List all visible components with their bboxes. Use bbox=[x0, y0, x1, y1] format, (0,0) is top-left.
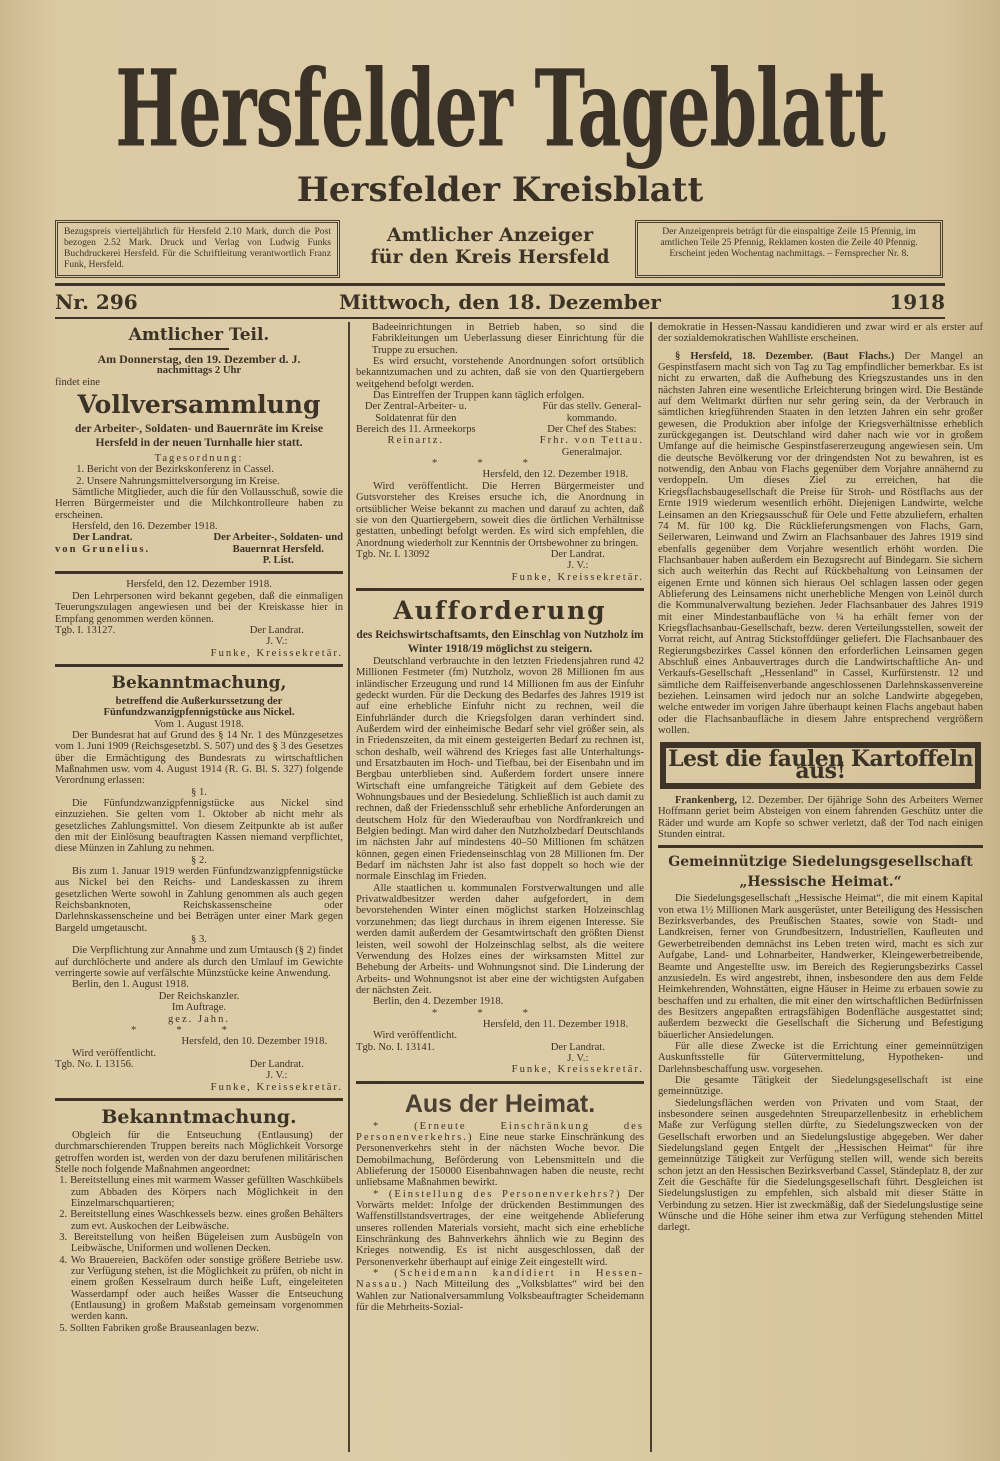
signatures bbox=[356, 401, 644, 458]
divider bbox=[55, 571, 343, 574]
paragraph: Die Fünfundzwanzigpfennigstücke aus Nickel sind einzuziehen. Sie gelten vom 1. Oktober ab nicht mehr als gesetzliches Zahlungsmittel. Von diesem Zeitpunkte ab ist außer den mit der Einlösung beauftragten Kassen niemand verpflichtet, diese Münzen in Zahlung zu nehmen. bbox=[55, 797, 343, 855]
paragraph: Nach Mitteilung des „Volksblattes“ wird bei den Wahlen zur Nationalversammlung Volksbeauftragter Scheidemann für die Mehrheits-Sozial- bbox=[356, 1279, 644, 1314]
paragraph: Den Lehrpersonen wird bekannt gegeben, daß die einmaligen Teuerungszulagen angewiesen und bei der Kreiskasse hier in Empfang genommen werden können. bbox=[55, 590, 343, 625]
separator-stars: *** bbox=[131, 1024, 267, 1036]
divider bbox=[658, 845, 983, 848]
signature: von Grunelius. bbox=[55, 543, 151, 555]
paragraph: Die Siedelungsgesellschaft „Hessische Heimat“, die mit einem Kapital von etwa 1½ Millionen Mark ausgerüstet, unter Beteiligung des Hessischen Bezirksverbandes, des Preußischen Staates, sowie von Stadt- und Landkreisen, ferner von Grundbesitzern, Industriellen, Kaufleuten und Gewerbetreibenden demnächst ins Leben treten wird, macht es sich zur Aufgabe, Land- und Lohnarbeiter, Handwerker, Kleingewerbetreibende, Beamte und Angestellte usw. im Bereich des Regierungsbezirks Cassel anzusiedeln. Es wird angestrebt, ihnen, insbesondere den aus dem Felde Heimkehrenden, Wohnstätten, eigne Häuser in Heime zu erbauen sowie zu beschaffen und zu erhalten, die mit einer den wirtschaftlichen Bedürfnissen des Besitzers angepaßten ertragsfähigen Bodenfläche ausgestattet sind; außerdem bezweckt die Gesellschaft die Sicherung und Befestigung bäuerlicher Ansiedelungen. bbox=[658, 893, 983, 1041]
paragraph: Für alle diese Zwecke ist die Errichtung einer gemeinnützigen Auskunftsstelle für Gütervermittelung, Hypotheken- und Darlehnsbeschaffung usw. vorgesehen. bbox=[658, 1040, 983, 1075]
section-number: § 3. bbox=[191, 934, 207, 946]
article-title: Vollversammlung bbox=[77, 390, 321, 420]
article-title: Bekanntmachung, bbox=[111, 672, 287, 693]
paragraph: Badeeinrichtungen in Betrieb haben, so sind die Fabrikleitungen um Ueberlassung dieser Einrichtung für die Truppe zu ersuchen. bbox=[371, 322, 644, 356]
place-date: Berlin, den 1. August 1918. bbox=[71, 979, 189, 991]
text: der Arbeiter-, Soldaten- und Bauernräte im Kreise Hersfeld in der neuen Turnhalle hier statt. bbox=[75, 423, 323, 450]
signature: Der Landrat. bbox=[550, 1041, 605, 1053]
section-heading: Amtlicher Teil. bbox=[128, 325, 270, 345]
news-headline: * (Erneute Einschränkung des Personenverkehrs.) bbox=[356, 1120, 644, 1143]
signature: Funke, Kreissekretär. bbox=[511, 1064, 644, 1076]
divider bbox=[55, 317, 945, 319]
subscription-box: Bezugspreis vierteljährlich für Hersfeld 2.10 Mark, durch die Post bezogen 2.52 Mark. Druck und Verlag von Ludwig Funks Buchdruckerei Hersfeld. Für die Schriftleitung verantwortlich Franz Funk, Hersfeld. bbox=[55, 220, 340, 278]
paragraph: Der Mangel an Gespinstfasern macht sich von Tag zu Tag empfindlicher bemerkbar. Es ist nicht zu erwarten, daß die Aufhebung des Kriegszustandes uns in den nächsten Jahren eine wesentliche Erleichterung bringen wird. Die Bestände auf dem Weltmarkt dürften nur sehr gering sein, da der Verbrauch in sämtlichen kriegführenden Staaten in den letzten Jahren ein sehr großer gewesen, die Produktion aber infolge der Kriegsverhältnisse erheblich zurückgegangen ist. Deutschland wird daher nach wie vor in großem Umfange auf die heimische Gespinstfasererzeugung angewiesen sein. Um die deutsche Bevölkerung vor der dringendsten Not zu bewahren, ist es notwendig, den Anbau von Flachs gegenüber dem Vorjahre annähernd zu verdoppeln. Um dieses Ziel zu erreichen, hat die Kriegsflachsbaugesellschaft die Preise für Stroh- und Röstflachs aus der Ernte 1919 wiederum wesentlich erhöht. Diejenigen Landwirte, welche Leinsamen an den Kriegsausschuß für Oele und Fette abzuliefern, erhalten 74 M. für 100 kg. Die Rücklieferungsmengen von Flachs, Garn, Seilerwaren, Leinwand und Zwirn an Flachsanbauer des Jahres 1919 sind ebenfalls gegenüber dem Vorjahre wesentlich erhöht worden. Die Flachsanbauer haben außerdem ein Bezugsrecht auf Bindegarn. Sie sichern sich auch weiterhin das Recht auf Rückbehaltung von Leinsamen der eigenen Ernte und können sich hieraus Oel schlagen lassen oder gegen Ablieferung des Leinsamens nicht unerhebliche Mengen von Leinöl durch die Kommunalverwaltung beziehen. Jeder Flachsanbauer des Jahres 1919 mit einer Mindestanbaufläche von ¼ ha erhält ferner von der Kriegsflachsanbau-Gesellschaft, bezw. deren Verteilungsstellen, soweit der Vorrat reicht, auf Antrag Stickstoffdünger geliefert. Die Flachsanbauer des Regierungsbezirkes Cassel können den erforderlichen Leinsamen gegen Abschluß eines Anbauvertrages durch die Landwirtschaftliche An- und Verkaufs-Gesellschaft „Hessenland“ in Cassel, Kurfürstenstr. 12 und sämtliche dem Raiffeisenverbande angeschlossenen Darlehnskassenvereine beziehen. Leinsamen wird jedoch nur an solche Landwirte abgegeben, welche entweder im vorigen Jahre überhaupt keinen Flachs angebaut haben oder die Flachsanbaufläche in diesem Jahre entsprechend vergrößern wollen. bbox=[658, 350, 983, 737]
paragraph: demokratie in Hessen-Nassau kandidieren und zwar wird er als erster auf der sozialdemokratischen Wahlliste erscheinen. bbox=[658, 322, 983, 345]
signature: Soldatenrat für den bbox=[375, 412, 457, 424]
article-title: Bekanntmachung. bbox=[101, 1105, 297, 1128]
meeting-date: Am Donnerstag, den 19. Dezember d. J. bbox=[97, 352, 301, 366]
place-date: Hersfeld, den 16. Dezember 1918. bbox=[71, 521, 218, 533]
reference-number: Tgb. Nr. I. 13092 bbox=[356, 548, 430, 560]
paragraph: Die Verpflichtung zur Annahme und zum Umtausch (§ 2) findet auf durchlöcherte und andere als durch den Umlauf im Gewichte verringerte sowie auf verfälschte Münzstücke keine Anwendung. bbox=[55, 945, 343, 980]
separator-stars: *** bbox=[432, 458, 568, 470]
signature: P. List. bbox=[262, 555, 294, 567]
gazette-line-1: Amtlicher Anzeiger bbox=[386, 224, 594, 246]
text: findet eine bbox=[55, 376, 101, 388]
agenda-heading: Tagesordnung: bbox=[154, 453, 244, 465]
list-item: 4. Wo Brauereien, Backöfen oder sonstige größere Betriebe usw. zur Verfügung stehen, ist die Möglichkeit zu prüfen, ob nicht in einem großen Kesselraum durch heiße Luft, eingeleiteten Wasserdampf oder auch heißes Wasser die Entseuchung (Entlausung) in großem Maßstab gemeinsam vorgenommen werden kann. bbox=[59, 1254, 343, 1323]
section-heading: Aus der Heimat. bbox=[404, 1089, 596, 1118]
reference-number: Tgb. No. I. 13156. bbox=[55, 1058, 134, 1070]
signature: Der Chef des Stabes: bbox=[547, 424, 637, 436]
signature: Der Landrat. bbox=[249, 1058, 304, 1070]
signature: J. V.: bbox=[567, 560, 589, 572]
separator-stars: *** bbox=[432, 1007, 568, 1019]
issue-dateline bbox=[55, 290, 945, 314]
place-date: Hersfeld, den 11. Dezember 1918. bbox=[482, 1018, 629, 1030]
place-date: Hersfeld, den 12. Dezember 1918. bbox=[482, 469, 629, 481]
gazette-line-2: für den Kreis Hersfeld bbox=[370, 246, 610, 268]
divider bbox=[55, 283, 945, 286]
article-title: Aufforderung bbox=[393, 595, 607, 625]
article-title: „Hessische Heimat.“ bbox=[739, 874, 902, 891]
paragraph: Obgleich für die Entseuchung (Entlausung) der durchmarschierenden Truppen bereits nach Möglichkeit Vorsorge getroffen worden ist, werden von der dazu berufenen militärischen Stelle noch folgende Maßnahmen angeordnet: bbox=[55, 1129, 343, 1175]
signature: J. V.: bbox=[266, 636, 288, 648]
issue-date: Mittwoch, den 18. Dezember bbox=[339, 290, 661, 314]
paragraph: Die gesamte Tätigkeit der Siedelungsgesellschaft ist eine gemeinnützige. bbox=[658, 1074, 983, 1098]
list-item: 2. Bereitstellung eines Waschkessels bezw. eines großen Behälters zum evt. Auskochen der Leibwäsche. bbox=[59, 1209, 343, 1232]
divider bbox=[356, 588, 644, 591]
potato-notice-box: Lest die faulen Kartoffeln aus! bbox=[660, 742, 981, 789]
signature: Der Zentral-Arbeiter- u. bbox=[364, 401, 467, 413]
place-date: Hersfeld, den 12. Dezember 1918. bbox=[126, 579, 272, 591]
column-2 bbox=[356, 322, 644, 1457]
signature: Reinartz. bbox=[387, 435, 445, 447]
section-number: § 1. bbox=[191, 786, 207, 798]
signatures bbox=[55, 625, 343, 659]
text: Wird veröffentlicht. bbox=[71, 1047, 157, 1059]
signature: Der Reichskanzler. bbox=[158, 990, 240, 1002]
news-headline: * (Einstellung des Personenverkehrs?) bbox=[372, 1188, 622, 1200]
paragraph: Siedelungsflächen werden von Privaten und vom Staat, der insbesondere seinen ausgedehnten Streuparzellenbesitz in erheblichem Maße zur Verfügung stellen dürfte, zu Siedelungszwecken von der Gesellschaft erworben und an Siedelungslustige abgegeben. Wer daher Siedelungsland gegen Entgelt der „Hessischen Heimat“ für ihre gemeinnützige Tätigkeit zur Verfügung stellen will, wende sich bereits schon jetzt an den Hessischen Bezirksverband Cassel, Ständeplatz 8, der zur Zeit die Geschäfte für die Siedelungsgesellschaft führt. Desgleichen ist Siedelungslustigen zu empfehlen, sich alsbald mit dieser Stätte in Verbindung zu setzen. Hier ist zweckmäßig, daß der Siedelungslustige seine Wünsche und die Höhe seiner ihm etwa zur Verfügung stehenden Mittel darlegt. bbox=[658, 1097, 983, 1234]
paragraph: Sämtliche Mitglieder, auch die für den Vollausschuß, sowie die Herren Bürgermeister und die Milchkontrolleure haben zu erscheinen. bbox=[55, 487, 343, 521]
article-date: Vom 1. August 1918. bbox=[154, 718, 244, 730]
signature: Bereich des 11. Armeekorps bbox=[356, 424, 476, 436]
agenda-item: 1. Bericht von der Bezirkskonferenz in Cassel. bbox=[76, 464, 274, 476]
official-gazette-label bbox=[350, 224, 630, 268]
article-subtitle: des Reichswirtschaftsamts, den Einschlag von Nutzholz im Winter 1918/19 möglichst zu steigern. bbox=[356, 628, 644, 655]
signature: Funke, Kreissekretär. bbox=[210, 1081, 343, 1093]
agenda-item: 2. Unsere Nahrungsmittelversorgung im Kreise. bbox=[76, 475, 280, 487]
list-item: 3. Bereitstellung von heißen Bügeleisen zum Ausbügeln von Leibwäsche, Uniformen und wollenen Decken. bbox=[59, 1232, 343, 1255]
advertising-box: Der Anzeigenpreis beträgt für die einspaltige Zeile 15 Pfennig, im amtlichen Teile 25 Pfennig, Reklamen kosten die Zeile 40 Pfennig. Erscheint jeden Wochentag nachmittags. – Fernsprecher Nr. 8. bbox=[635, 220, 943, 278]
masthead-title: Hersfelder Tageblatt bbox=[115, 48, 885, 172]
signature: Bauernrat Hersfeld. bbox=[232, 543, 324, 555]
signature: Im Auftrage. bbox=[171, 1002, 227, 1014]
issue-number: Nr. 296 bbox=[55, 290, 138, 314]
masthead-subtitle: Hersfelder Kreisblatt bbox=[296, 170, 704, 210]
divider bbox=[55, 1098, 343, 1101]
signature: Der Landrat. bbox=[550, 548, 605, 560]
signatures bbox=[356, 1042, 644, 1076]
column-3 bbox=[658, 322, 983, 1457]
signature: Funke, Kreissekretär. bbox=[511, 571, 644, 583]
paragraph: Bis zum 1. Januar 1919 werden Fünfundzwanzigpfennigstücke aus Nickel bei den Reichs- und Landeskassen zu ihrem gesetzlichen Werte sowohl in Zahlung genommen als auch gegen Reichsbanknoten, Reichskassenscheine oder Darlehnskassenscheine und bei Beträgen unter einer Mark gegen Bargeld umgetauscht. bbox=[55, 866, 343, 934]
divider bbox=[169, 348, 229, 350]
paragraph: 12. Dezember. Der 6jährige Sohn des Arbeiters Werner Hoffmann geriet beim Absteigen von einem fahrenden Geschütz unter die Räder und wurde am Kopfe so schwer verletzt, daß der Tod nach einigen Stunden eintrat. bbox=[658, 795, 983, 841]
reference-number: Tgb. I. 13127. bbox=[55, 624, 116, 636]
paragraph: Es wird ersucht, vorstehende Anordnungen sofort ortsüblich bekanntzumachen und zu achten, daß sie von den Quartiergebern weitgehend befolgt werden. bbox=[356, 356, 644, 390]
article-subtitle: betreffend die Außerkurssetzung der Fünfundzwanzigpfennigstücke aus Nickel. bbox=[103, 695, 295, 719]
news-headline: Frankenberg, bbox=[674, 795, 738, 807]
divider bbox=[55, 664, 343, 667]
paragraph: Eine neue starke Einschränkung des Personenverkehrs steht in der nächsten Woche bevor. Die Demobilmachung, Beförderung von Lebensmitteln und die Ablieferung der 150000 Eisenbahnwagen haben die neuste, recht unliebsame Maßnahmen bewirkt. bbox=[356, 1131, 644, 1189]
signature: Funke, Kreissekretär. bbox=[210, 647, 343, 659]
paragraph: Wird veröffentlicht. Die Herren Bürgermeister und Gutsvorsteher des Kreises ersuche ich, die Anordnung in ortsüblicher Weise bekannt zu machen und darauf zu achten, daß sie von den Quartiergebern, soweit dies die örtlichen Verhältnisse gestatten, unbedingt befolgt werden. Es wird sich empfehlen, die Anordnung wiederholt zur Kenntnis der Ortsbewohner zu bringen. bbox=[356, 480, 644, 549]
section-number: § 2. bbox=[191, 854, 207, 866]
list-item: 1. Bereitstellung eines mit warmem Wasser gefüllten Waschkübels zum Abbaden des Körpers nach Möglichkeit in den Einzelmarschquartieren; bbox=[59, 1175, 343, 1209]
paragraph: Deutschland verbrauchte in den letzten Friedensjahren rund 42 Millionen Festmeter (fm) Nutzholz, wovon 28 Millionen fm aus inländischer Erzeugung und rund 14 Millionen fm aus der Einfuhr gedeckt wurden. Für die Deckung des Bedarfes des Jahres 1919 ist auf eine erhebliche Einfuhr nicht zu rechnen, weil die Einfuhrländer durch die Kriegsfolgen daran verhindert sind. Außerdem wird der einheimische Bedarf sehr viel größer sein, als in Friedenszeiten, da mit einem gesteigerten Bedarf zu rechnen ist, schon deshalb, weil während des Krieges fast alle Unterhaltungs- und Ersatzbauten im Hoch- und Tiefbau, bei der Eisenbahn und im Bergbau unterblieben sind. Außerdem fordert unsere innere Wirtschaft eine umfangreiche Tätigkeit auf dem Gebiete des Wohnungsbaues und der Besiedelung. Schließlich ist auch damit zu rechnen, daß der Friedensschluß sehr erhebliche Anforderungen an deutschem Holz für den Wiederaufbau von Nordfrankreich und Belgien bedingt. Man wird daher den Nutzholzbedarf Deutschlands im nächsten Jahr auf mindestens 40–50 Millionen fm schätzen können, gegen einen Friedenseinschlag von 28 Millionen fm. Der Bedarf im nächsten Jahr ist also fast doppelt so hoch wie der normale Einschlag im Frieden. bbox=[356, 655, 644, 883]
divider bbox=[356, 1081, 644, 1084]
paragraph: Der Vorwärts meldet: Infolge der drückenden Bestimmungen des Waffenstillstandsvertrages, der eine weitgehende Ablieferung unseres rollenden Materials vorsieht, macht sich eine erhebliche Einschränkung des Bahnverkehrs ähnlich wie zu Beginn des Krieges notwendig. Es ist nicht ausgeschlossen, daß der Personenverkehr überhaupt auf einige Zeit eingestellt wird. bbox=[356, 1188, 644, 1268]
paragraph: Das Eintreffen der Truppen kann täglich erfolgen. bbox=[372, 390, 585, 402]
column-divider bbox=[348, 322, 350, 1452]
signatures bbox=[55, 532, 343, 566]
signature: Für das stellv. General- bbox=[542, 401, 642, 413]
text: Wird veröffentlicht. bbox=[372, 1030, 458, 1042]
column-divider bbox=[650, 322, 652, 1452]
signature: Generalmajor. bbox=[561, 446, 623, 458]
signature: kommando. bbox=[566, 412, 618, 424]
signature: Der Landrat. bbox=[249, 624, 304, 636]
signature: J. V.: bbox=[567, 1052, 589, 1064]
meeting-time: nachmittags 2 Uhr bbox=[156, 365, 242, 377]
list-item: 5. Sollten Fabriken große Brauseanlagen bezw. bbox=[59, 1322, 259, 1334]
signatures bbox=[55, 1059, 343, 1093]
signatures bbox=[356, 549, 644, 583]
signature: gez. Jahn. bbox=[167, 1013, 231, 1025]
reference-number: Tgb. No. I. 13141. bbox=[356, 1041, 435, 1053]
article-title: Gemeinnützige Siedelungsgesellschaft bbox=[668, 854, 973, 871]
paragraph: Alle staatlichen u. kommunalen Forstverwaltungen und alle Privatwaldbesitzer werden daher aufgefordert, in dem bevorstehenden Winter einen möglichst starken Holzeinschlag vorzunehmen; das liegt durchaus in ihrem eigenen Interesse. Sie werden damit außerdem der Gesamtwirtschaft den größten Dienst leisten, weil sowohl der Holzeinschlag selbst, als die weitere Verwendung des Holzes eines der wirksamsten Mittel zur Behebung der Arbeits- und Wohnungsnot sind. Die Linderung der Arbeits- und Wohnungsnot ist aber eine der wichtigsten Aufgaben der nächsten Zeit. bbox=[356, 882, 644, 996]
news-headline: § Hersfeld, 18. Dezember. (Baut Flachs.) bbox=[674, 350, 895, 362]
place-date: Berlin, den 4. Dezember 1918. bbox=[372, 996, 504, 1008]
issue-year: 1918 bbox=[889, 290, 945, 314]
signature: Der Landrat. bbox=[72, 532, 133, 544]
paragraph: Der Bundesrat hat auf Grund des § 14 Nr. 1 des Münzgesetzes vom 1. Juni 1909 (Reichsgesetzbl. S. 507) und des § 3 des Gesetzes über die Ermächtigung des Bundesrats zu wirtschaftlichen Maßnahmen usw. vom 4. August 1914 (R. G. Bl. S. 327) folgende Verordnung erlassen: bbox=[55, 729, 343, 787]
signature: J. V.: bbox=[266, 1070, 288, 1082]
news-headline: * (Scheidemann kandidiert in Hessen-Nassau.) bbox=[356, 1268, 644, 1291]
signature: Frhr. von Tettau. bbox=[539, 435, 644, 447]
column-1 bbox=[55, 322, 343, 1457]
signature: Der Arbeiter-, Soldaten- und bbox=[213, 532, 343, 544]
place-date: Hersfeld, den 10. Dezember 1918. bbox=[181, 1036, 328, 1048]
